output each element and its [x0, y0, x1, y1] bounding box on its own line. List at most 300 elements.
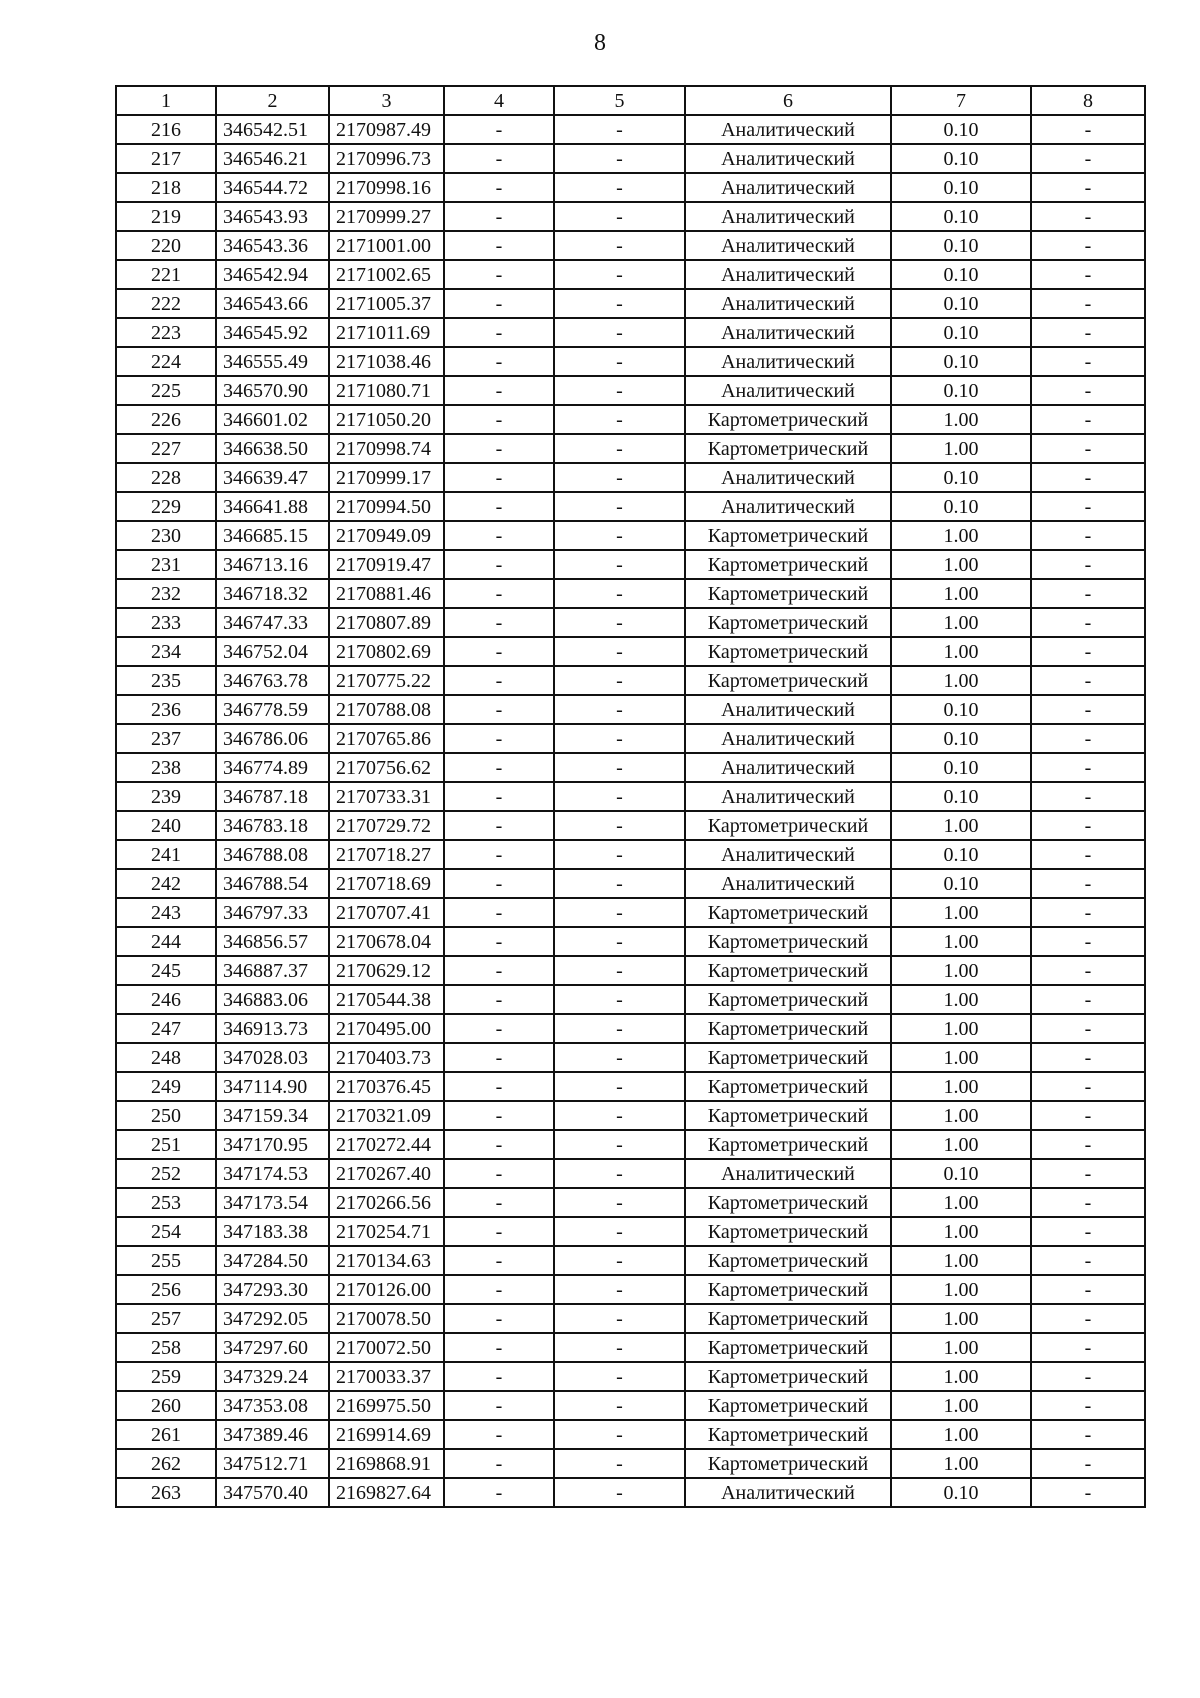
table-row [116, 1246, 1145, 1275]
method-cell: Картометрический [685, 1304, 891, 1333]
column-5-cell: - [554, 1246, 685, 1275]
column-5-cell: - [554, 1420, 685, 1449]
table-row [116, 434, 1145, 463]
x-coordinate-cell: 347292.05 [216, 1304, 329, 1333]
table-row [116, 666, 1145, 695]
column-5-cell: - [554, 144, 685, 173]
accuracy-cell: 1.00 [891, 1333, 1031, 1362]
accuracy-cell: 1.00 [891, 1362, 1031, 1391]
method-cell: Аналитический [685, 869, 891, 898]
y-coordinate-cell: 2170765.86 [329, 724, 444, 753]
column-8-cell: - [1031, 144, 1145, 173]
column-8-cell: - [1031, 927, 1145, 956]
x-coordinate-cell: 346856.57 [216, 927, 329, 956]
accuracy-cell: 1.00 [891, 521, 1031, 550]
coordinates-table [115, 85, 1146, 1508]
column-header-6: 6 [685, 86, 891, 115]
table-row [116, 289, 1145, 318]
column-5-cell: - [554, 521, 685, 550]
method-cell: Аналитический [685, 840, 891, 869]
method-cell: Аналитический [685, 260, 891, 289]
column-8-cell: - [1031, 1101, 1145, 1130]
column-4-cell: - [444, 579, 554, 608]
point-number-cell: 262 [116, 1449, 216, 1478]
point-number-cell: 234 [116, 637, 216, 666]
method-cell: Аналитический [685, 347, 891, 376]
column-5-cell: - [554, 173, 685, 202]
x-coordinate-cell: 346641.88 [216, 492, 329, 521]
x-coordinate-cell: 346787.18 [216, 782, 329, 811]
column-5-cell: - [554, 1304, 685, 1333]
y-coordinate-cell: 2170987.49 [329, 115, 444, 144]
method-cell: Картометрический [685, 579, 891, 608]
column-4-cell: - [444, 753, 554, 782]
column-5-cell: - [554, 1014, 685, 1043]
x-coordinate-cell: 347284.50 [216, 1246, 329, 1275]
point-number-cell: 225 [116, 376, 216, 405]
method-cell: Картометрический [685, 1449, 891, 1478]
table-row [116, 115, 1145, 144]
column-8-cell: - [1031, 811, 1145, 840]
point-number-cell: 232 [116, 579, 216, 608]
table-row [116, 202, 1145, 231]
point-number-cell: 223 [116, 318, 216, 347]
point-number-cell: 219 [116, 202, 216, 231]
method-cell: Аналитический [685, 231, 891, 260]
column-4-cell: - [444, 782, 554, 811]
accuracy-cell: 1.00 [891, 956, 1031, 985]
column-5-cell: - [554, 579, 685, 608]
table-row [116, 927, 1145, 956]
column-header-7: 7 [891, 86, 1031, 115]
column-5-cell: - [554, 1101, 685, 1130]
column-8-cell: - [1031, 405, 1145, 434]
y-coordinate-cell: 2170802.69 [329, 637, 444, 666]
x-coordinate-cell: 346788.54 [216, 869, 329, 898]
point-number-cell: 255 [116, 1246, 216, 1275]
column-4-cell: - [444, 811, 554, 840]
table-row [116, 1478, 1145, 1507]
x-coordinate-cell: 347389.46 [216, 1420, 329, 1449]
column-4-cell: - [444, 927, 554, 956]
y-coordinate-cell: 2170998.74 [329, 434, 444, 463]
table-row [116, 1159, 1145, 1188]
x-coordinate-cell: 347353.08 [216, 1391, 329, 1420]
column-5-cell: - [554, 376, 685, 405]
method-cell: Картометрический [685, 811, 891, 840]
method-cell: Картометрический [685, 405, 891, 434]
accuracy-cell: 1.00 [891, 1420, 1031, 1449]
point-number-cell: 252 [116, 1159, 216, 1188]
accuracy-cell: 0.10 [891, 318, 1031, 347]
column-4-cell: - [444, 666, 554, 695]
column-8-cell: - [1031, 347, 1145, 376]
column-4-cell: - [444, 1362, 554, 1391]
column-4-cell: - [444, 956, 554, 985]
table-row [116, 1043, 1145, 1072]
point-number-cell: 263 [116, 1478, 216, 1507]
x-coordinate-cell: 346774.89 [216, 753, 329, 782]
accuracy-cell: 1.00 [891, 1217, 1031, 1246]
column-8-cell: - [1031, 985, 1145, 1014]
column-4-cell: - [444, 202, 554, 231]
column-4-cell: - [444, 521, 554, 550]
column-4-cell: - [444, 144, 554, 173]
method-cell: Картометрический [685, 1333, 891, 1362]
column-4-cell: - [444, 695, 554, 724]
point-number-cell: 233 [116, 608, 216, 637]
y-coordinate-cell: 2170949.09 [329, 521, 444, 550]
column-5-cell: - [554, 318, 685, 347]
accuracy-cell: 1.00 [891, 579, 1031, 608]
column-8-cell: - [1031, 579, 1145, 608]
column-4-cell: - [444, 637, 554, 666]
accuracy-cell: 1.00 [891, 985, 1031, 1014]
table-row [116, 956, 1145, 985]
y-coordinate-cell: 2170033.37 [329, 1362, 444, 1391]
accuracy-cell: 0.10 [891, 782, 1031, 811]
column-8-cell: - [1031, 1391, 1145, 1420]
column-5-cell: - [554, 608, 685, 637]
table-row [116, 811, 1145, 840]
column-4-cell: - [444, 231, 554, 260]
point-number-cell: 260 [116, 1391, 216, 1420]
table-row [116, 376, 1145, 405]
y-coordinate-cell: 2170788.08 [329, 695, 444, 724]
method-cell: Картометрический [685, 927, 891, 956]
point-number-cell: 253 [116, 1188, 216, 1217]
column-4-cell: - [444, 405, 554, 434]
column-8-cell: - [1031, 1043, 1145, 1072]
method-cell: Картометрический [685, 1188, 891, 1217]
method-cell: Аналитический [685, 289, 891, 318]
column-4-cell: - [444, 724, 554, 753]
table-row [116, 260, 1145, 289]
column-4-cell: - [444, 1159, 554, 1188]
column-5-cell: - [554, 637, 685, 666]
x-coordinate-cell: 346543.36 [216, 231, 329, 260]
method-cell: Картометрический [685, 898, 891, 927]
y-coordinate-cell: 2170495.00 [329, 1014, 444, 1043]
column-4-cell: - [444, 1043, 554, 1072]
y-coordinate-cell: 2170078.50 [329, 1304, 444, 1333]
accuracy-cell: 0.10 [891, 289, 1031, 318]
column-4-cell: - [444, 173, 554, 202]
method-cell: Картометрический [685, 1362, 891, 1391]
column-5-cell: - [554, 1043, 685, 1072]
column-8-cell: - [1031, 1333, 1145, 1362]
x-coordinate-cell: 347183.38 [216, 1217, 329, 1246]
x-coordinate-cell: 347293.30 [216, 1275, 329, 1304]
y-coordinate-cell: 2170321.09 [329, 1101, 444, 1130]
column-4-cell: - [444, 840, 554, 869]
point-number-cell: 228 [116, 463, 216, 492]
column-4-cell: - [444, 1188, 554, 1217]
point-number-cell: 245 [116, 956, 216, 985]
y-coordinate-cell: 2170881.46 [329, 579, 444, 608]
column-5-cell: - [554, 1362, 685, 1391]
column-8-cell: - [1031, 608, 1145, 637]
accuracy-cell: 1.00 [891, 1014, 1031, 1043]
column-8-cell: - [1031, 1246, 1145, 1275]
x-coordinate-cell: 346543.93 [216, 202, 329, 231]
point-number-cell: 217 [116, 144, 216, 173]
y-coordinate-cell: 2170775.22 [329, 666, 444, 695]
accuracy-cell: 1.00 [891, 1275, 1031, 1304]
table-row [116, 1391, 1145, 1420]
point-number-cell: 224 [116, 347, 216, 376]
column-5-cell: - [554, 1478, 685, 1507]
column-5-cell: - [554, 260, 685, 289]
column-4-cell: - [444, 1449, 554, 1478]
column-4-cell: - [444, 492, 554, 521]
column-5-cell: - [554, 115, 685, 144]
x-coordinate-cell: 347512.71 [216, 1449, 329, 1478]
column-8-cell: - [1031, 724, 1145, 753]
column-8-cell: - [1031, 260, 1145, 289]
table-row [116, 1333, 1145, 1362]
method-cell: Аналитический [685, 782, 891, 811]
point-number-cell: 226 [116, 405, 216, 434]
x-coordinate-cell: 346639.47 [216, 463, 329, 492]
accuracy-cell: 0.10 [891, 115, 1031, 144]
point-number-cell: 258 [116, 1333, 216, 1362]
y-coordinate-cell: 2171011.69 [329, 318, 444, 347]
point-number-cell: 247 [116, 1014, 216, 1043]
column-4-cell: - [444, 1072, 554, 1101]
x-coordinate-cell: 346913.73 [216, 1014, 329, 1043]
column-8-cell: - [1031, 753, 1145, 782]
method-cell: Аналитический [685, 753, 891, 782]
method-cell: Аналитический [685, 724, 891, 753]
y-coordinate-cell: 2170718.69 [329, 869, 444, 898]
method-cell: Картометрический [685, 608, 891, 637]
accuracy-cell: 1.00 [891, 550, 1031, 579]
y-coordinate-cell: 2169827.64 [329, 1478, 444, 1507]
column-5-cell: - [554, 666, 685, 695]
column-8-cell: - [1031, 695, 1145, 724]
column-5-cell: - [554, 405, 685, 434]
point-number-cell: 259 [116, 1362, 216, 1391]
column-header-8: 8 [1031, 86, 1145, 115]
x-coordinate-cell: 346544.72 [216, 173, 329, 202]
column-5-cell: - [554, 1449, 685, 1478]
method-cell: Картометрический [685, 956, 891, 985]
point-number-cell: 230 [116, 521, 216, 550]
column-4-cell: - [444, 1333, 554, 1362]
y-coordinate-cell: 2170629.12 [329, 956, 444, 985]
column-8-cell: - [1031, 376, 1145, 405]
point-number-cell: 227 [116, 434, 216, 463]
x-coordinate-cell: 346718.32 [216, 579, 329, 608]
point-number-cell: 235 [116, 666, 216, 695]
method-cell: Аналитический [685, 376, 891, 405]
table-row [116, 1420, 1145, 1449]
method-cell: Аналитический [685, 202, 891, 231]
column-8-cell: - [1031, 492, 1145, 521]
column-8-cell: - [1031, 115, 1145, 144]
y-coordinate-cell: 2170544.38 [329, 985, 444, 1014]
column-5-cell: - [554, 927, 685, 956]
column-8-cell: - [1031, 1275, 1145, 1304]
accuracy-cell: 0.10 [891, 173, 1031, 202]
column-4-cell: - [444, 376, 554, 405]
y-coordinate-cell: 2170807.89 [329, 608, 444, 637]
method-cell: Картометрический [685, 985, 891, 1014]
point-number-cell: 246 [116, 985, 216, 1014]
x-coordinate-cell: 346887.37 [216, 956, 329, 985]
column-5-cell: - [554, 898, 685, 927]
method-cell: Аналитический [685, 1159, 891, 1188]
column-8-cell: - [1031, 666, 1145, 695]
y-coordinate-cell: 2170729.72 [329, 811, 444, 840]
y-coordinate-cell: 2170756.62 [329, 753, 444, 782]
accuracy-cell: 1.00 [891, 1449, 1031, 1478]
x-coordinate-cell: 346713.16 [216, 550, 329, 579]
column-5-cell: - [554, 1391, 685, 1420]
point-number-cell: 261 [116, 1420, 216, 1449]
point-number-cell: 240 [116, 811, 216, 840]
accuracy-cell: 0.10 [891, 869, 1031, 898]
table-row [116, 637, 1145, 666]
point-number-cell: 257 [116, 1304, 216, 1333]
y-coordinate-cell: 2171080.71 [329, 376, 444, 405]
accuracy-cell: 1.00 [891, 1391, 1031, 1420]
column-8-cell: - [1031, 521, 1145, 550]
point-number-cell: 237 [116, 724, 216, 753]
accuracy-cell: 1.00 [891, 1101, 1031, 1130]
table-row [116, 840, 1145, 869]
point-number-cell: 248 [116, 1043, 216, 1072]
column-header-2: 2 [216, 86, 329, 115]
y-coordinate-cell: 2170126.00 [329, 1275, 444, 1304]
accuracy-cell: 1.00 [891, 405, 1031, 434]
accuracy-cell: 0.10 [891, 1159, 1031, 1188]
y-coordinate-cell: 2171005.37 [329, 289, 444, 318]
accuracy-cell: 1.00 [891, 1072, 1031, 1101]
column-8-cell: - [1031, 898, 1145, 927]
x-coordinate-cell: 347114.90 [216, 1072, 329, 1101]
x-coordinate-cell: 346570.90 [216, 376, 329, 405]
method-cell: Аналитический [685, 1478, 891, 1507]
column-8-cell: - [1031, 550, 1145, 579]
column-header-5: 5 [554, 86, 685, 115]
column-4-cell: - [444, 1130, 554, 1159]
column-8-cell: - [1031, 173, 1145, 202]
column-5-cell: - [554, 434, 685, 463]
column-4-cell: - [444, 347, 554, 376]
y-coordinate-cell: 2171050.20 [329, 405, 444, 434]
accuracy-cell: 0.10 [891, 376, 1031, 405]
point-number-cell: 231 [116, 550, 216, 579]
y-coordinate-cell: 2170996.73 [329, 144, 444, 173]
method-cell: Аналитический [685, 492, 891, 521]
table-row [116, 521, 1145, 550]
x-coordinate-cell: 346685.15 [216, 521, 329, 550]
accuracy-cell: 1.00 [891, 1043, 1031, 1072]
x-coordinate-cell: 347297.60 [216, 1333, 329, 1362]
x-coordinate-cell: 347174.53 [216, 1159, 329, 1188]
x-coordinate-cell: 347570.40 [216, 1478, 329, 1507]
column-8-cell: - [1031, 869, 1145, 898]
point-number-cell: 236 [116, 695, 216, 724]
method-cell: Аналитический [685, 144, 891, 173]
y-coordinate-cell: 2170919.47 [329, 550, 444, 579]
accuracy-cell: 1.00 [891, 608, 1031, 637]
x-coordinate-cell: 346797.33 [216, 898, 329, 927]
x-coordinate-cell: 347170.95 [216, 1130, 329, 1159]
y-coordinate-cell: 2170999.27 [329, 202, 444, 231]
y-coordinate-cell: 2170272.44 [329, 1130, 444, 1159]
table-row [116, 898, 1145, 927]
column-4-cell: - [444, 115, 554, 144]
method-cell: Картометрический [685, 666, 891, 695]
column-5-cell: - [554, 956, 685, 985]
point-number-cell: 241 [116, 840, 216, 869]
accuracy-cell: 0.10 [891, 260, 1031, 289]
table-row [116, 1217, 1145, 1246]
column-header-1: 1 [116, 86, 216, 115]
column-4-cell: - [444, 1101, 554, 1130]
table-row [116, 1072, 1145, 1101]
table-row [116, 1449, 1145, 1478]
table-row [116, 1188, 1145, 1217]
accuracy-cell: 1.00 [891, 666, 1031, 695]
y-coordinate-cell: 2170267.40 [329, 1159, 444, 1188]
y-coordinate-cell: 2170072.50 [329, 1333, 444, 1362]
method-cell: Картометрический [685, 1420, 891, 1449]
x-coordinate-cell: 346883.06 [216, 985, 329, 1014]
table-row [116, 753, 1145, 782]
column-4-cell: - [444, 463, 554, 492]
column-8-cell: - [1031, 956, 1145, 985]
table-row [116, 1275, 1145, 1304]
method-cell: Аналитический [685, 695, 891, 724]
column-8-cell: - [1031, 1478, 1145, 1507]
x-coordinate-cell: 346555.49 [216, 347, 329, 376]
y-coordinate-cell: 2169975.50 [329, 1391, 444, 1420]
column-4-cell: - [444, 1275, 554, 1304]
point-number-cell: 238 [116, 753, 216, 782]
table-row [116, 550, 1145, 579]
x-coordinate-cell: 346752.04 [216, 637, 329, 666]
accuracy-cell: 0.10 [891, 840, 1031, 869]
column-5-cell: - [554, 463, 685, 492]
column-4-cell: - [444, 1478, 554, 1507]
column-5-cell: - [554, 753, 685, 782]
column-8-cell: - [1031, 1449, 1145, 1478]
x-coordinate-cell: 346763.78 [216, 666, 329, 695]
column-8-cell: - [1031, 318, 1145, 347]
column-5-cell: - [554, 1159, 685, 1188]
y-coordinate-cell: 2170266.56 [329, 1188, 444, 1217]
y-coordinate-cell: 2170994.50 [329, 492, 444, 521]
y-coordinate-cell: 2170403.73 [329, 1043, 444, 1072]
column-header-4: 4 [444, 86, 554, 115]
column-4-cell: - [444, 1420, 554, 1449]
table-row [116, 1362, 1145, 1391]
column-8-cell: - [1031, 637, 1145, 666]
x-coordinate-cell: 346542.51 [216, 115, 329, 144]
x-coordinate-cell: 346788.08 [216, 840, 329, 869]
point-number-cell: 250 [116, 1101, 216, 1130]
column-5-cell: - [554, 1217, 685, 1246]
column-8-cell: - [1031, 782, 1145, 811]
method-cell: Картометрический [685, 637, 891, 666]
column-5-cell: - [554, 985, 685, 1014]
point-number-cell: 249 [116, 1072, 216, 1101]
point-number-cell: 254 [116, 1217, 216, 1246]
